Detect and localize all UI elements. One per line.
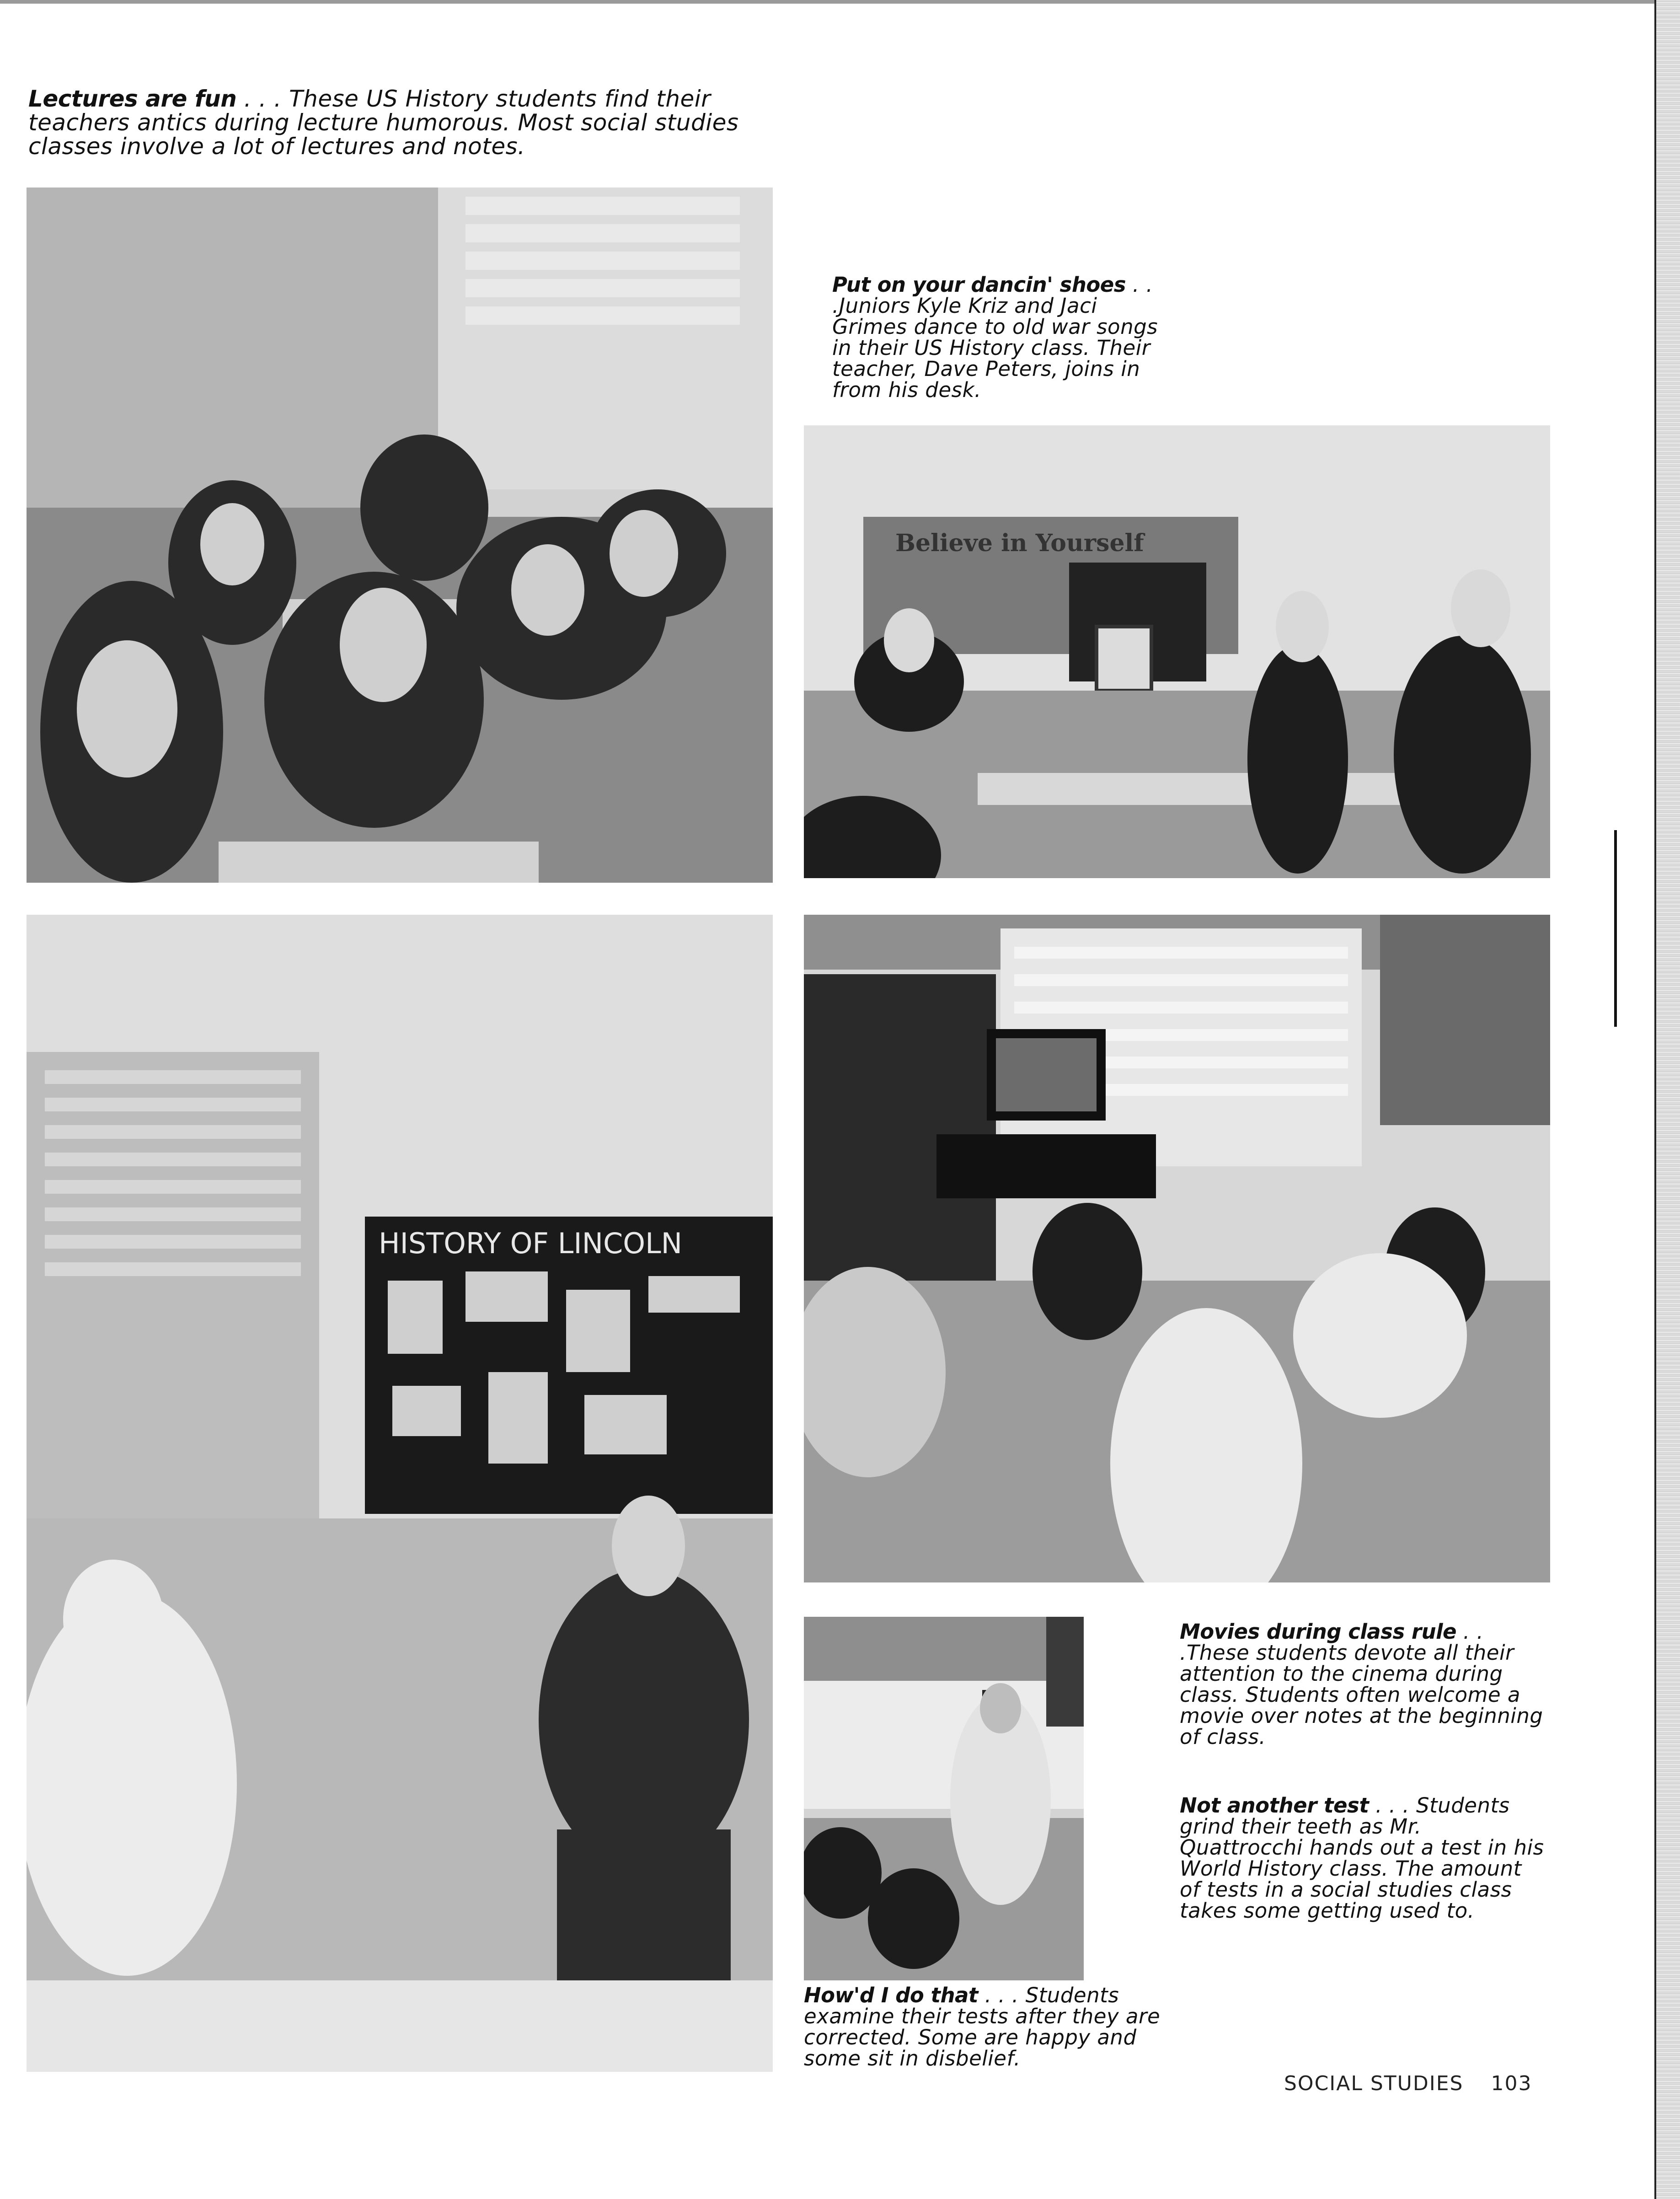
photo-test-handout bbox=[804, 1617, 1084, 1980]
caption-text: These students devote all their attention to the cinema during class. Students often welcome a movie over notes at the beginning of class. bbox=[1180, 1641, 1543, 1749]
lincoln-board-text: HISTORY OF LINCOLN bbox=[379, 1227, 683, 1260]
caption-dots: . . . bbox=[984, 1983, 1019, 2007]
page-number: 103 bbox=[1491, 2072, 1532, 2095]
caption-dots: . . . bbox=[244, 86, 282, 112]
caption-lectures bbox=[28, 87, 778, 158]
caption-lead: Lectures are fun bbox=[28, 86, 237, 112]
caption-text: These US History students find their teachers antics during lecture humorous. Most social studies classes involve a lot of lectures and notes. bbox=[28, 86, 739, 160]
caption-dots: . . . bbox=[1180, 1620, 1484, 1665]
section-name: SOCIAL STUDIES bbox=[1284, 2072, 1464, 2095]
scan-right-edge bbox=[1654, 0, 1680, 2199]
caption-dots: . . . bbox=[832, 273, 1153, 318]
scan-top-edge bbox=[0, 0, 1680, 4]
margin-tick bbox=[1614, 830, 1617, 1027]
page-footer bbox=[1284, 2072, 1532, 2095]
caption-text: Juniors Kyle Kriz and Jaci Grimes dance to old war songs in their US History class. Their teacher, Dave Peters, joins in from his desk. bbox=[832, 294, 1158, 402]
caption-text: Students grind their teeth as Mr. Quattrocchi hands out a test in his World History class. The amount of tests in a social studies class takes some getting used to. bbox=[1180, 1793, 1544, 1923]
photo-lecture-students bbox=[27, 188, 773, 883]
caption-test bbox=[1180, 1795, 1546, 1921]
caption-lead: Not another test bbox=[1180, 1793, 1369, 1818]
photo-dancing-students bbox=[804, 425, 1550, 878]
caption-lead: How'd I do that bbox=[804, 1983, 978, 2007]
caption-lead: Movies during class rule bbox=[1180, 1620, 1457, 1644]
believe-banner-text: Believe in Yourself bbox=[895, 529, 1144, 557]
caption-dancing bbox=[832, 274, 1161, 401]
photo-history-lincoln bbox=[27, 915, 773, 2072]
caption-movies bbox=[1180, 1621, 1546, 1748]
photo-movies-class bbox=[804, 915, 1550, 1582]
caption-lead: Put on your dancin' shoes bbox=[832, 273, 1126, 297]
caption-dots: . . . bbox=[1375, 1793, 1410, 1818]
caption-howd bbox=[804, 1985, 1170, 2069]
caption-text: Students examine their tests after they are corrected. Some are happy and some sit in disbelief. bbox=[804, 1983, 1161, 2070]
